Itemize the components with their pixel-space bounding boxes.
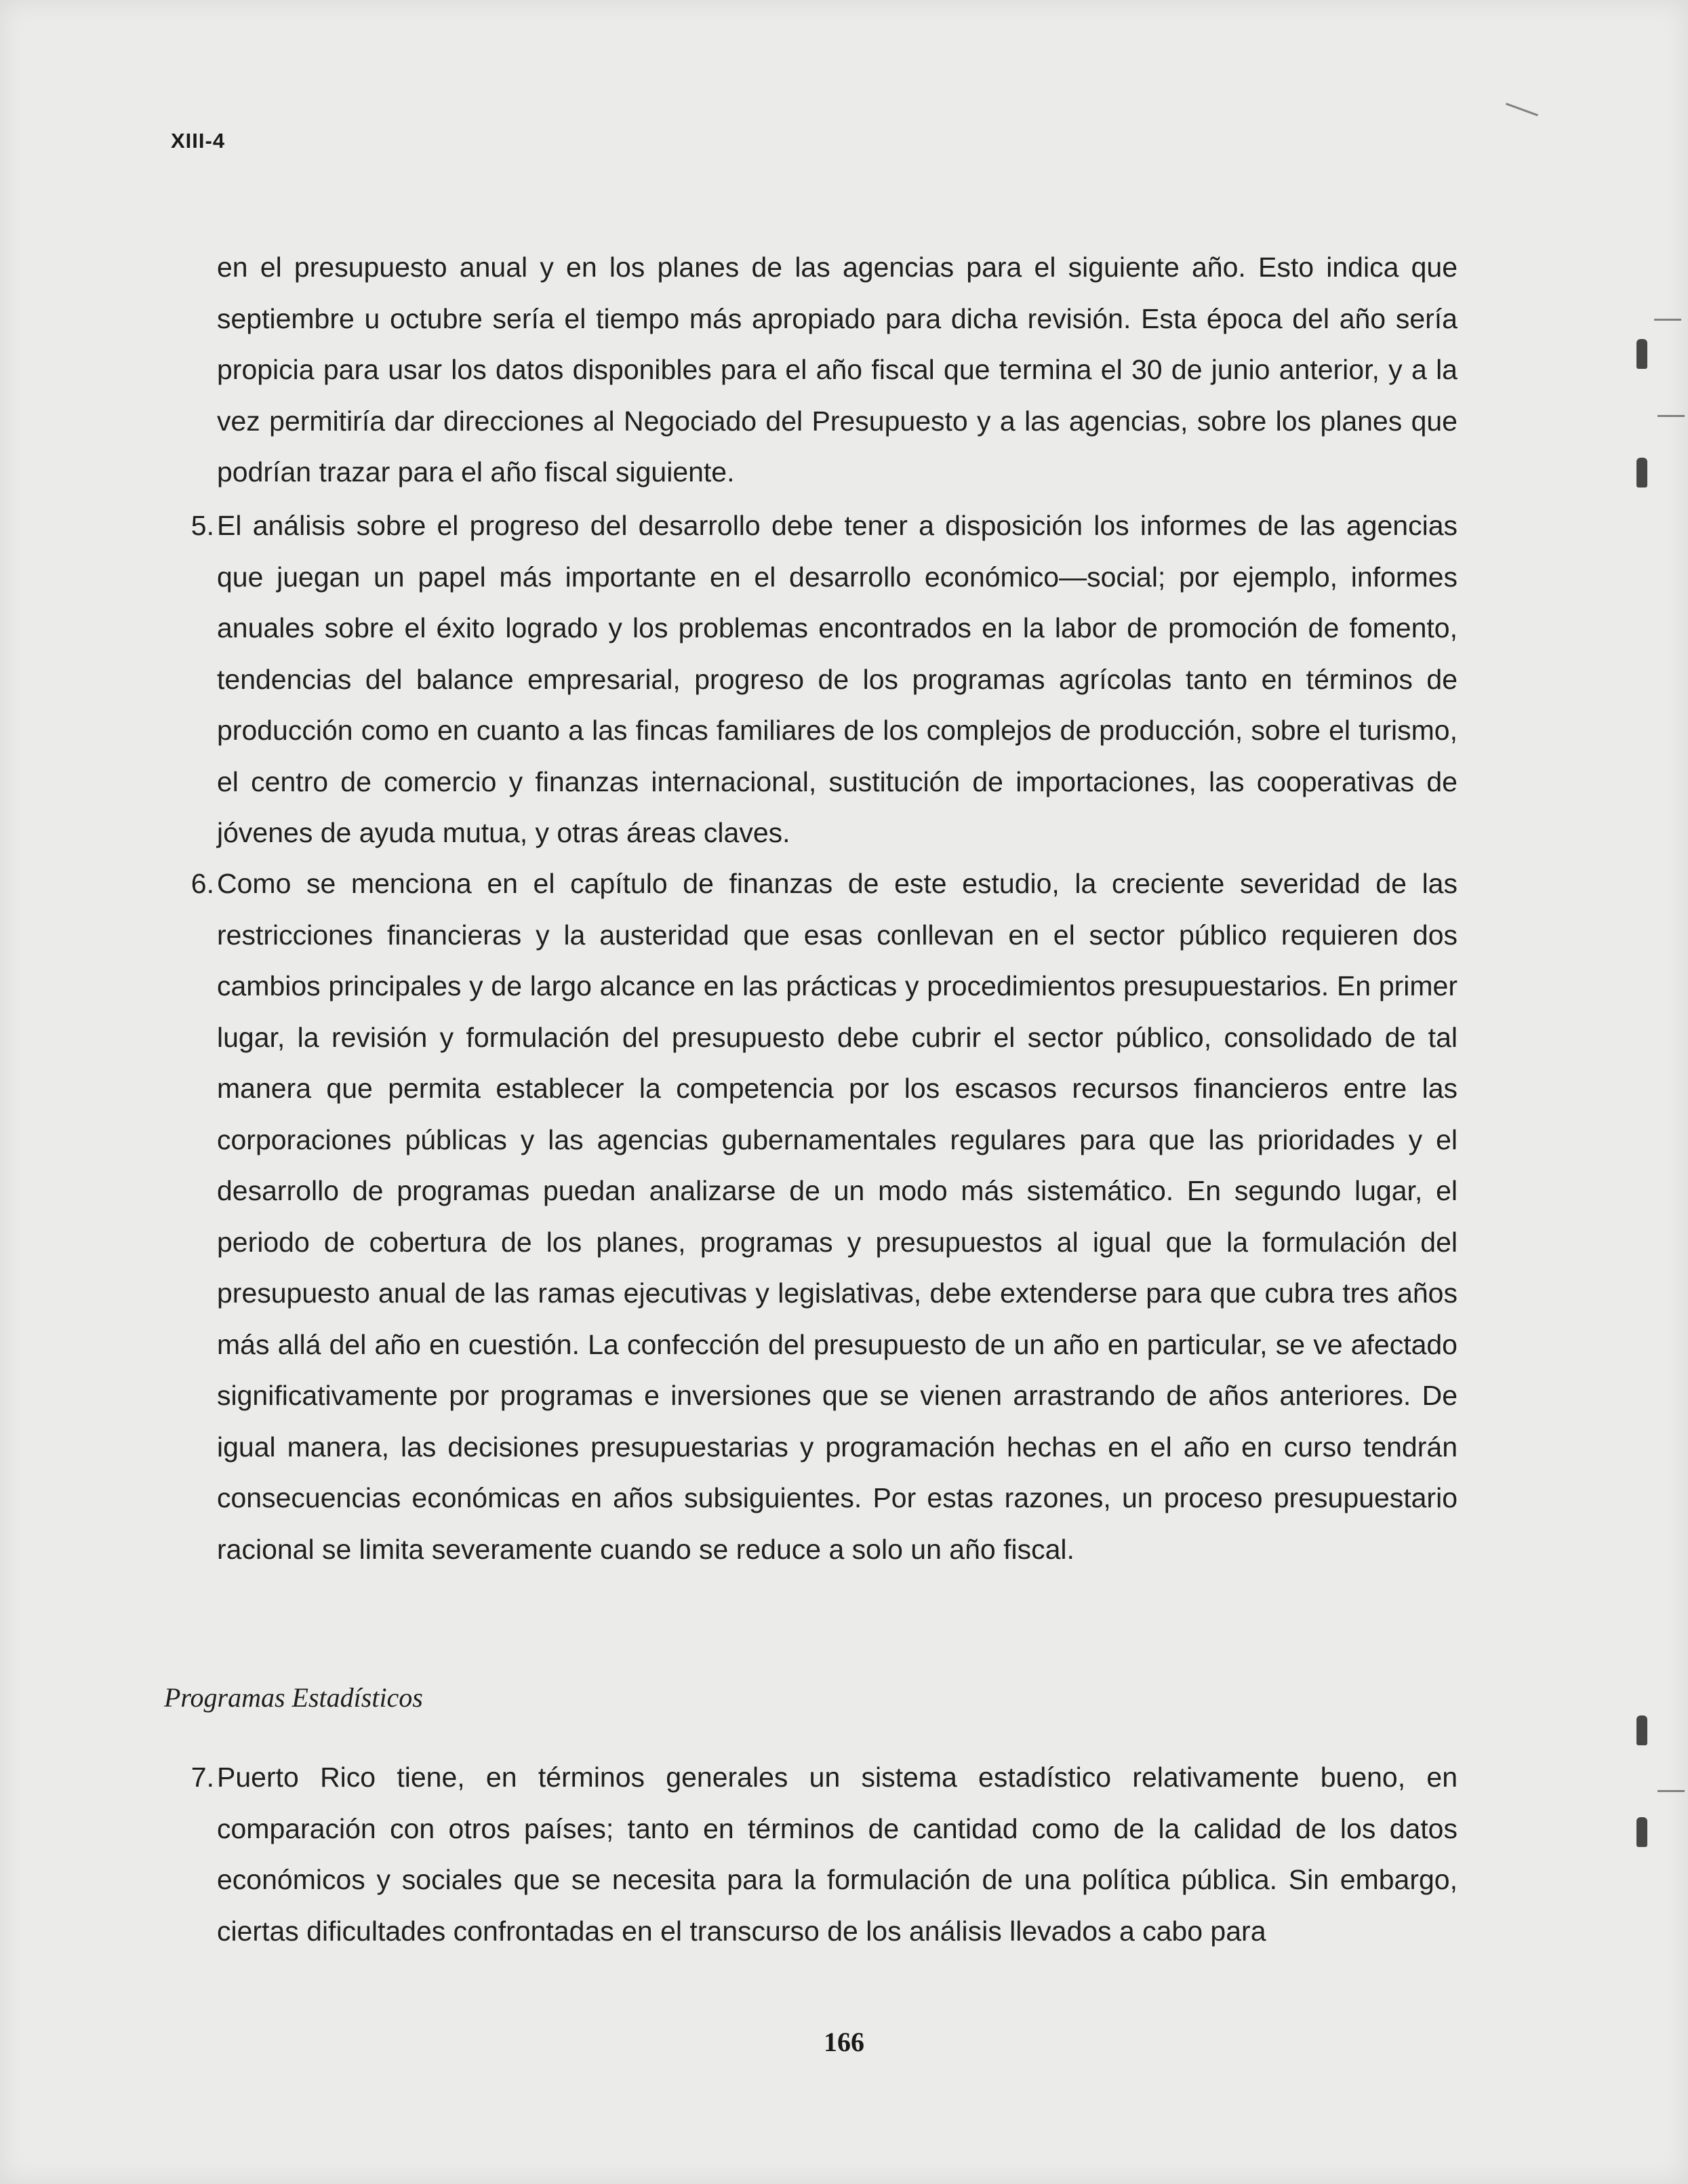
binder-hole-mark [1636,1715,1647,1745]
binder-hole-mark [1636,1817,1647,1847]
list-item-5 [175,500,1458,859]
page-number: 166 [824,2027,864,2057]
list-item-6 [175,858,1458,1575]
item-number: 6. [190,868,214,899]
binder-hole-mark [1636,458,1647,488]
item-text: El análisis sobre el progreso del desarrollo debe tener a disposición los informes de las agencias que juegan un papel más importante en el desarrollo económico—social; por ejemplo, informes anuales sobre el éxito logrado y los problemas encontrados en la labor de promoción de fomento, tendencias del balance empresarial, progreso de los programas agrícolas tanto en términos de producción como en cuanto a las fincas familiares de los complejos de producción, sobre el turismo, el centro de comercio y finanzas internacional, sustitución de importaciones, las cooperativas de jóvenes de ayuda mutua, y otras áreas claves. [217,510,1458,848]
edge-tick-mark [1654,319,1681,321]
paragraph-text: en el presupuesto anual y en los planes de las agencias para el siguiente año. Esto indica que septiembre u octubre sería el tiempo más apropiado para dicha revisión. Esta época del año sería propicia para usar los datos disponibles para el año fiscal que termina el 30 de junio anterior, y a la vez permitiría dar direcciones al Negociado del Presupuesto y a las agencias, sobre los planes que podrían trazar para el año fiscal siguiente. [217,252,1458,488]
section-heading: Programas Estadísticos [164,1682,423,1713]
edge-tick-mark [1657,1790,1685,1792]
item-number: 5. [190,510,214,541]
chapter-page-label: XIII-4 [171,129,226,153]
item-text: Puerto Rico tiene, en términos generales un sistema estadístico relativamente bueno, en comparación con otros países; tanto en términos de cantidad como de la calidad de los datos económicos y sociales que se necesita para la formulación de una política pública. Sin embargo, ciertas dificultades confrontadas en el transcurso de los análisis llevados a cabo para [217,1762,1458,1947]
edge-tick-mark [1657,415,1685,417]
continuation-paragraph [217,242,1458,498]
list-item-7 [175,1752,1458,1957]
binder-hole-mark [1636,339,1647,369]
item-text: Como se menciona en el capítulo de finanzas de este estudio, la creciente severidad de las restricciones financieras y la austeridad que esas conllevan en el sector público requieren dos cambios principales y de largo alcance en las prácticas y procedimientos presupuestarios. En primer lugar, la revisión y formulación del presupuesto debe cubrir el sector público, consolidado de tal manera que permita establecer la competencia por los escasos recursos financieros entre las corporaciones públicas y las agencias gubernamentales regulares para que las prioridades y el desarrollo de programas puedan analizarse de un modo más sistemático. En segundo lugar, el periodo de cobertura de los planes, programas y presupuestos al igual que la formulación del presupuesto anual de las ramas ejecutivas y legislativas, debe extenderse para que cubra tres años más allá del año en cuestión. La confección del presupuesto de un año en particular, se ve afectado significativamente por programas e inversiones que se vienen arrastrando de años anteriores. De igual manera, las decisiones presupuestarias y programación hechas en el año en curso tendrán consecuencias económicas en años subsiguientes. Por estas razones, un proceso presupuestario racional se limita severamente cuando se reduce a solo un año fiscal. [217,868,1458,1565]
item-number: 7. [190,1762,214,1793]
edge-tick-mark [1506,103,1538,117]
